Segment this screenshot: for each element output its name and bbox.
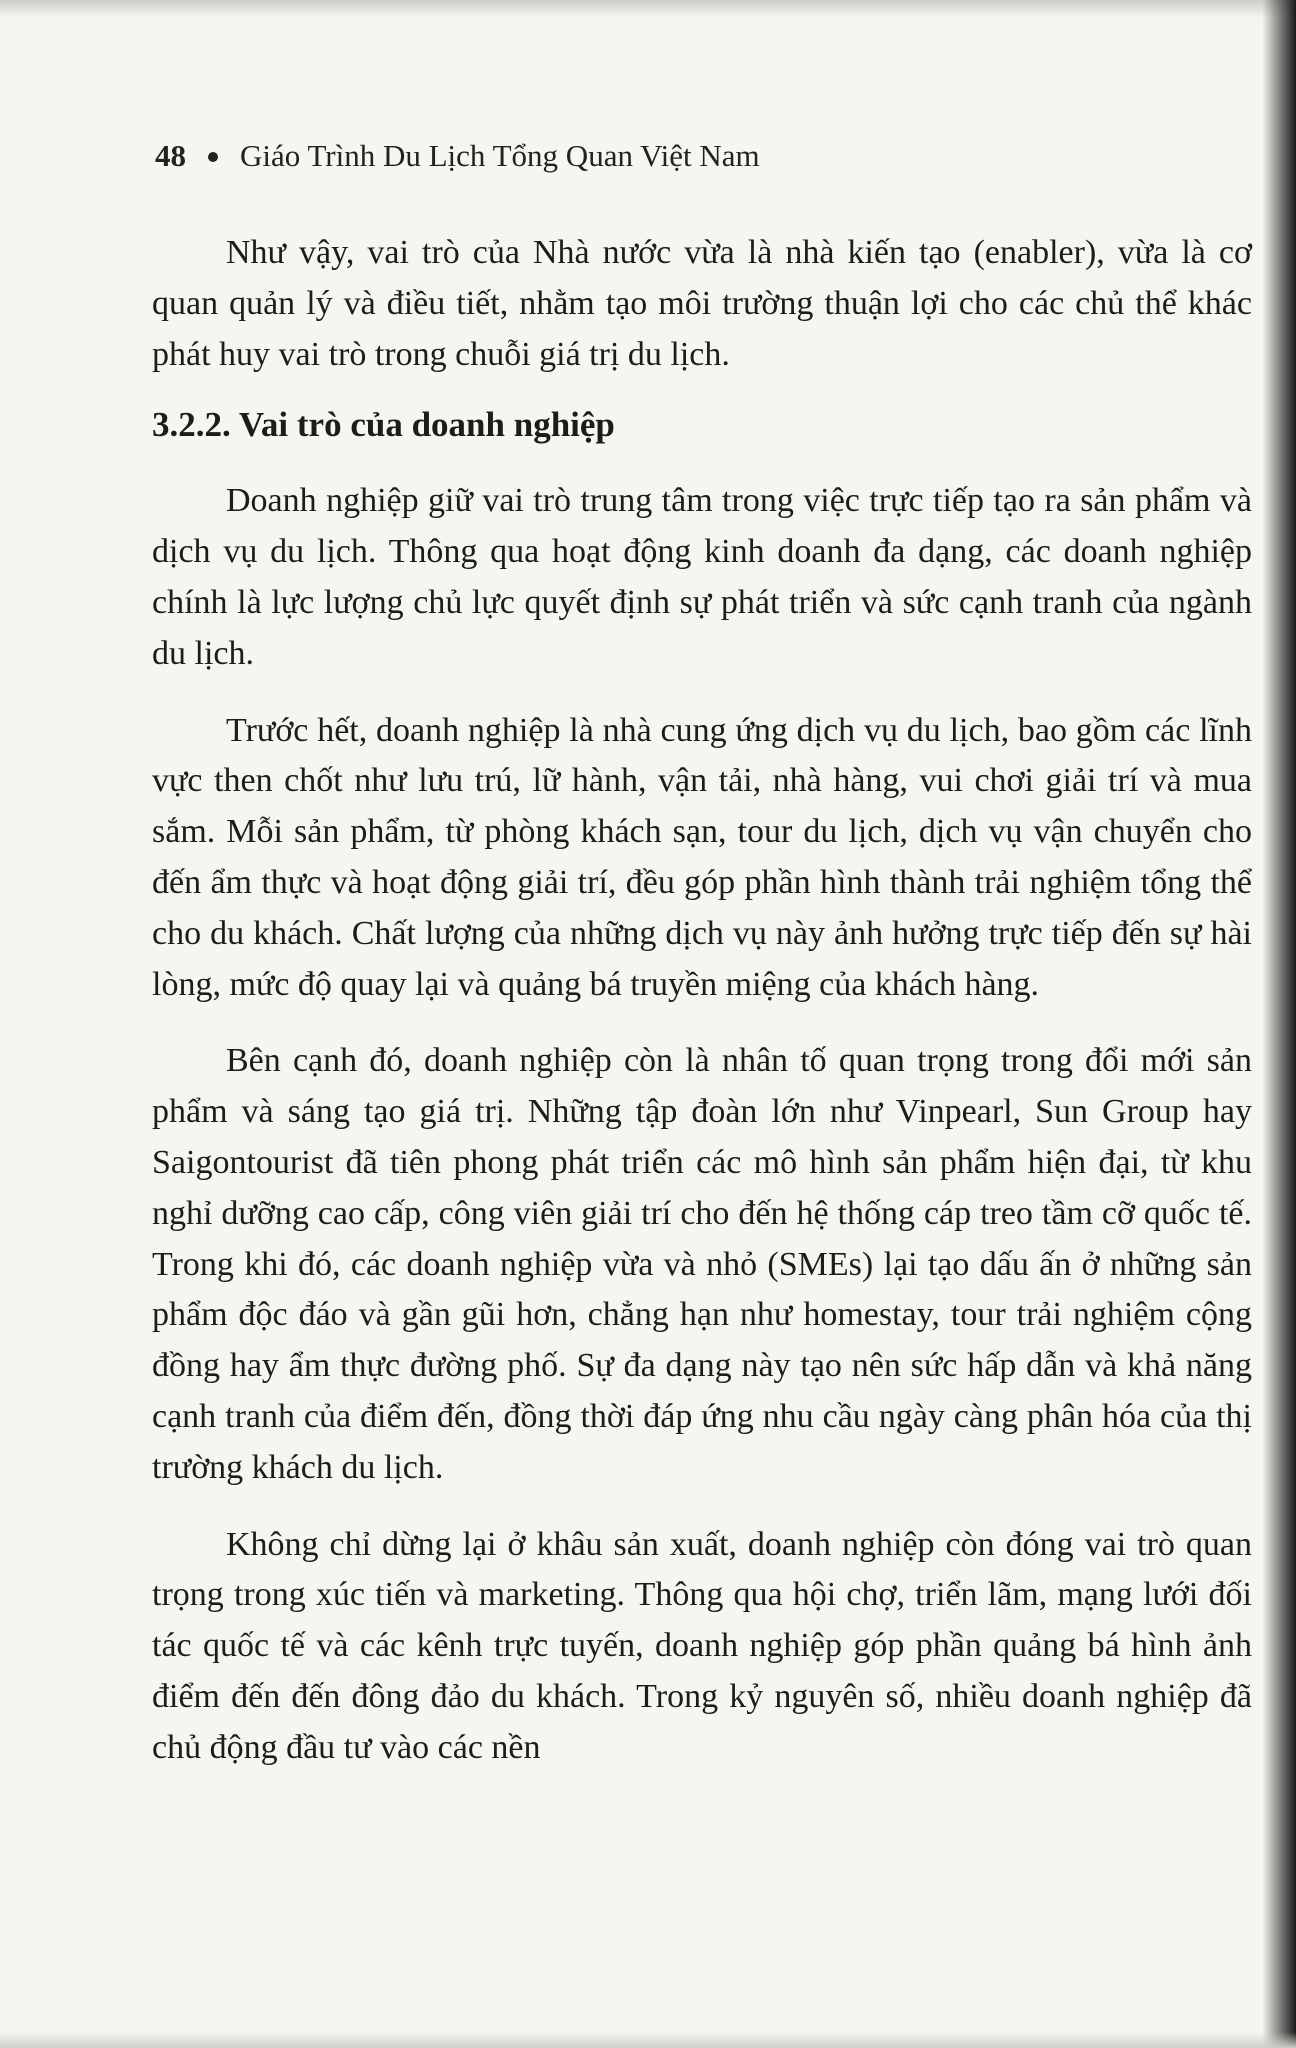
paragraph-innovation: Bên cạnh đó, doanh nghiệp còn là nhân tố quan trọng trong đổi mới sản phẩm và sáng tạo giá trị. Những tập đoàn lớn như Vinpearl, Sun Group hay Saigontourist đã tiên phong phát triển các mô hình sản phẩm hiện đại, từ khu nghỉ dưỡng cao cấp, công viên giải trí cho đến hệ thống cáp treo tầm cỡ quốc tế. Trong khi đó, các doanh nghiệp vừa và nhỏ (SMEs) lại tạo dấu ấn ở những sản phẩm độc đáo và gần gũi hơn, chẳng hạn như homestay, tour trải nghiệm cộng đồng hay ẩm thực đường phố. Sự đa dạng này tạo nên sức hấp dẫn và khả năng cạnh tranh của điểm đến, đồng thời đáp ứng nhu cầu ngày càng phân hóa của thị trường khách du lịch. [152,1042,1252,1486]
paragraph-state-role-summary: Như vậy, vai trò của Nhà nước vừa là nhà kiến tạo (enabler), vừa là cơ quan quản lý và điều tiết, nhằm tạo môi trường thuận lợi cho các chủ thể khác phát huy vai trò trong chuỗi giá trị du lịch. [152,234,1252,373]
running-header [155,136,760,176]
book-title: Giáo Trình Du Lịch Tổng Quan Việt Nam [240,138,760,173]
paragraph-service-providers: Trước hết, doanh nghiệp là nhà cung ứng dịch vụ du lịch, bao gồm các lĩnh vực then chốt như lưu trú, lữ hành, vận tải, nhà hàng, vui chơi giải trí và mua sắm. Mỗi sản phẩm, từ phòng khách sạn, tour du lịch, dịch vụ vận chuyển cho đến ẩm thực và hoạt động giải trí, đều góp phần hình thành trải nghiệm tổng thể cho du khách. Chất lượng của những dịch vụ này ảnh hưởng trực tiếp đến sự hài lòng, mức độ quay lại và quảng bá truyền miệng của khách hàng. [152,711,1252,1003]
paragraph-business-central-role: Doanh nghiệp giữ vai trò trung tâm trong việc trực tiếp tạo ra sản phẩm và dịch vụ du lịch. Thông qua hoạt động kinh doanh đa dạng, các doanh nghiệp chính là lực lượng chủ lực quyết định sự phát triển và sức cạnh tranh của ngành du lịch. [152,482,1252,672]
bullet-separator-icon [208,152,218,162]
page-top-shadow [0,0,1296,18]
page-number: 48 [155,138,186,173]
page-body [152,228,1252,1800]
page-bottom-shadow [0,2032,1296,2048]
paragraph-marketing: Không chỉ dừng lại ở khâu sản xuất, doanh nghiệp còn đóng vai trò quan trọng trong xúc tiến và marketing. Thông qua hội chợ, triển lãm, mạng lưới đối tác quốc tế và các kênh trực tuyến, doanh nghiệp góp phần quảng bá hình ảnh điểm đến đến đông đảo du khách. Trong kỷ nguyên số, nhiều doanh nghiệp đã chủ động đầu tư vào các nền [152,1525,1252,1766]
section-heading: 3.2.2. Vai trò của doanh nghiệp [152,405,615,445]
page-right-edge-shadow [1262,0,1296,2048]
